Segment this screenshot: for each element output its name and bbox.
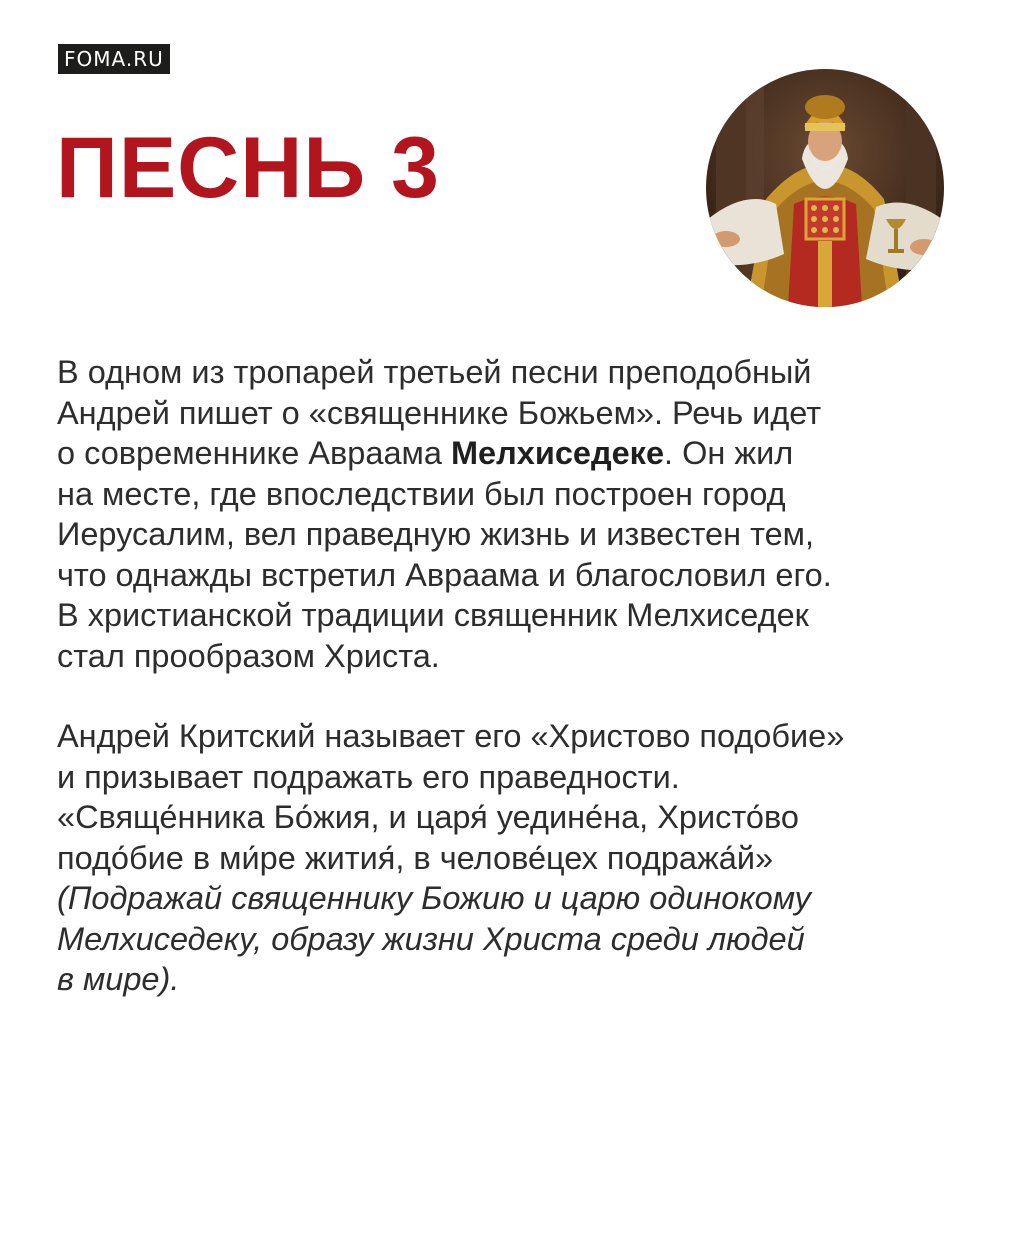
- translation-line: (Подражай священнику Божию и царю одинокому: [57, 880, 811, 916]
- page-title: ПЕСНЬ 3: [56, 120, 440, 216]
- text-line: и призывает подражать его праведности.: [57, 758, 680, 795]
- text-line: Иерусалим, вел праведную жизнь и известен тем,: [57, 516, 815, 552]
- translation-line: в мире).: [57, 961, 180, 997]
- quote-line: подо́бие в ми́ре жития́, в челове́цех подража́й»: [57, 839, 774, 876]
- paragraph-2: [57, 716, 957, 1000]
- text-line: на месте, где впоследствии был построен город: [57, 475, 786, 512]
- text-line: что однажды встретил Авраама и благословил его.: [57, 556, 832, 593]
- site-logo[interactable]: FOMA.RU: [58, 44, 170, 74]
- translation-line: Мелхиседеку, образу жизни Христа среди людей: [57, 920, 805, 957]
- text-line: Андрей пишет о «священнике Божьем». Речь идет: [57, 394, 822, 431]
- melchizedek-portrait-icon: [706, 69, 944, 307]
- text-line: Андрей Критский называет его «Христово подобие»: [57, 718, 845, 754]
- portrait-illustration: [706, 69, 944, 307]
- text-line: . Он жил: [664, 435, 794, 471]
- quote-line: «Свяще́нника Бо́жия, и царя́ уедине́на, Христо́во: [57, 799, 799, 835]
- article-body: [57, 352, 957, 1000]
- text-line: В одном из тропарей третьей песни преподобный: [57, 354, 812, 390]
- text-line: В христианской традиции священник Мелхиседек: [57, 597, 809, 633]
- text-line: стал прообразом Христа.: [57, 637, 440, 674]
- melchizedek-name: Мелхиседеке: [450, 435, 665, 471]
- paragraph-1: [57, 352, 957, 676]
- text-line: о современнике Авраама: [57, 435, 451, 471]
